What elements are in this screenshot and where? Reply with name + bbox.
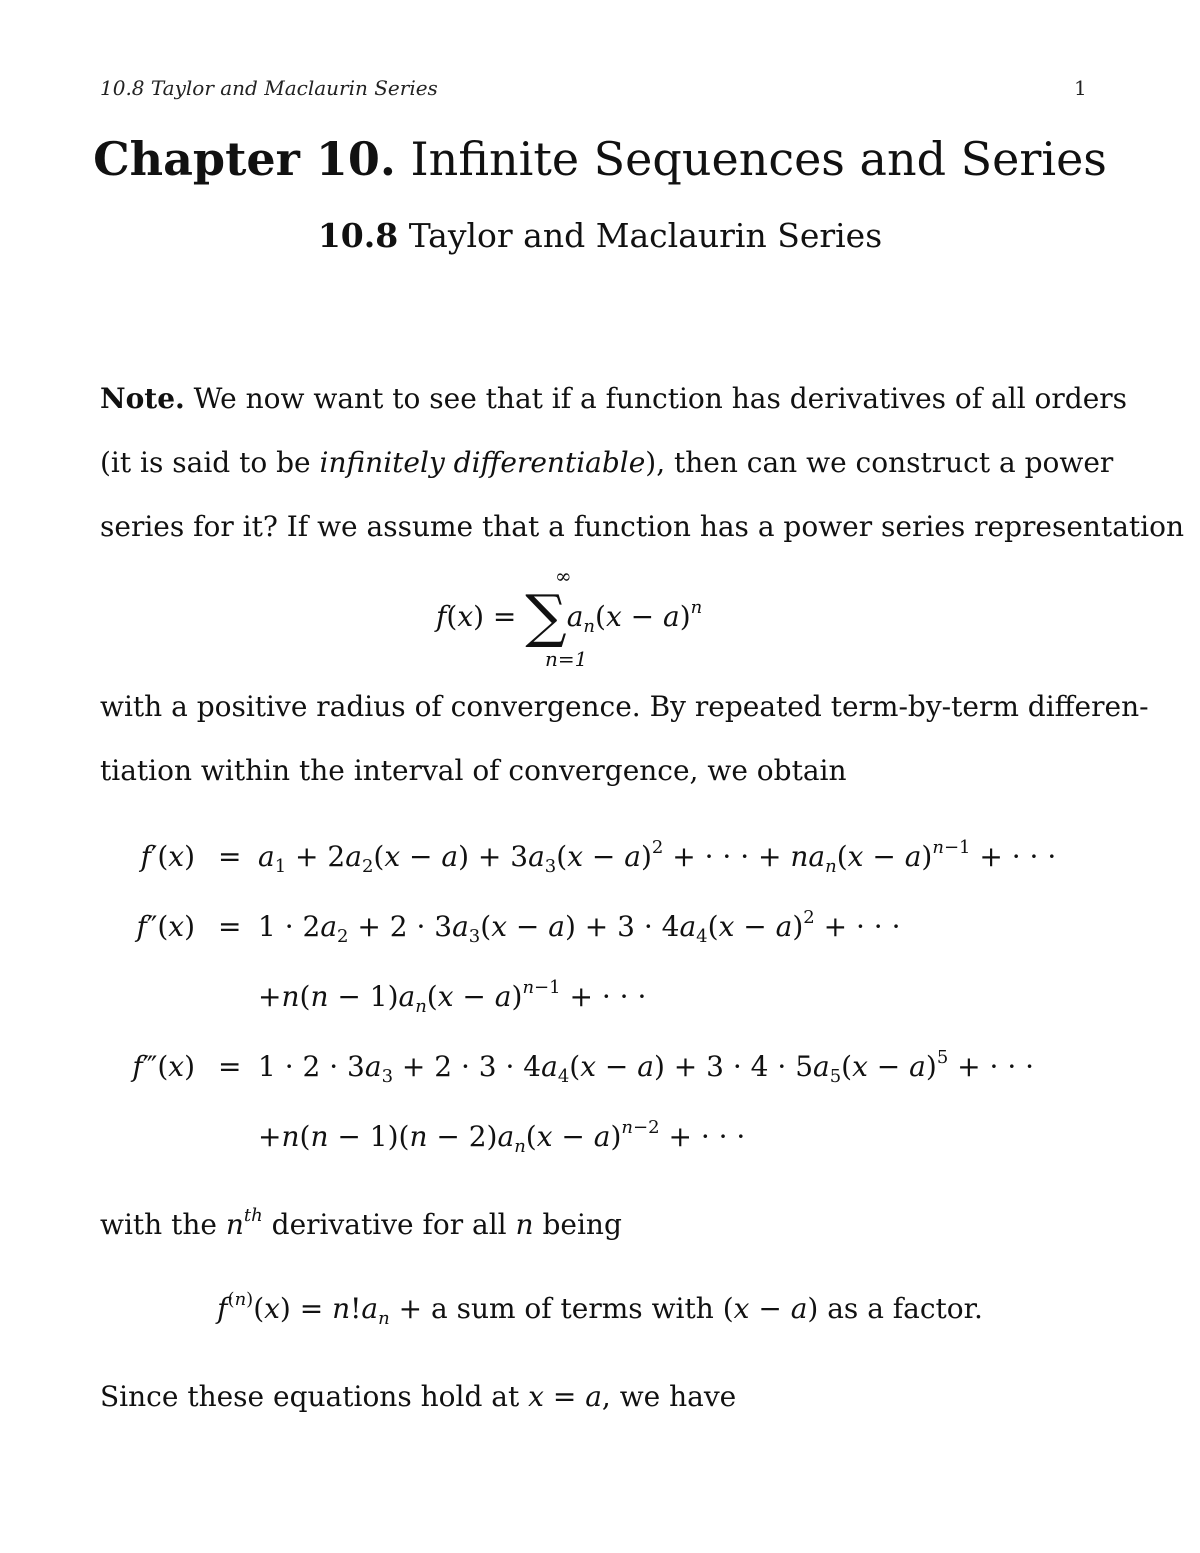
- first-derivative-lhs: f′(x): [140, 840, 195, 873]
- power-series-equation: $f(x) = \sum a_n(x - a)^n$: [436, 582, 703, 650]
- second-derivative-continuation: $+n(n - 1)a_n(x - a)^{n-1}$ + · · ·: [258, 977, 647, 1017]
- note-line-1: [100, 382, 1127, 415]
- text: being: [533, 1208, 622, 1241]
- sum-upper-limit: ∞: [555, 564, 572, 588]
- page-number: 1: [1074, 76, 1087, 100]
- emphasis: infinitely differentiable: [319, 446, 646, 479]
- third-derivative-rhs: $1 \cdot 2 \cdot 3a_3 + 2 \cdot 3 \cdot 4a_4(x - a) + 3 \cdot 4 \cdot 5a_5(x - a)^5$ + · · ·: [258, 1047, 1035, 1087]
- note-line-3: series for it? If we assume that a function has a power series representation: [100, 510, 1184, 543]
- first-derivative-rhs: $a_1 + 2a_2(x - a) + 3a_3(x - a)^2$ + · · · + $na_n(x - a)^{n-1}$ + · · ·: [258, 837, 1057, 877]
- text: a sum of terms with: [430, 1292, 723, 1325]
- chapter-title: [0, 132, 1200, 186]
- sum-lower-limit: n=1: [545, 647, 588, 671]
- nth-derivative-equation: $f^{(n)}(x) = n!a_n + a$ sum of terms with (x − a) as a factor.: [217, 1289, 983, 1329]
- text: Since these equations hold at: [100, 1380, 529, 1413]
- third-derivative-continuation: $+n(n - 1)(n - 2)a_n(x - a)^{n-2}$ + · · ·: [258, 1117, 746, 1157]
- section-label: 10.8: [317, 216, 399, 255]
- text: (it is said to be: [100, 446, 320, 479]
- note-label: Note.: [100, 382, 185, 415]
- note-line-2: [100, 446, 1113, 479]
- note-text: We now want to see that if a function has derivatives of all orders: [193, 382, 1128, 415]
- para2-line-1: with a positive radius of convergence. By repeated term-by-term differen-: [100, 690, 1149, 723]
- equals-sign: =: [218, 1050, 242, 1083]
- chapter-name: Infinite Sequences and Series: [410, 132, 1107, 186]
- text: , we have: [601, 1380, 737, 1413]
- text: with the: [100, 1208, 226, 1241]
- text: derivative for all: [262, 1208, 516, 1241]
- para2-line-2: tiation within the interval of convergence, we obtain: [100, 754, 847, 787]
- chapter-label: Chapter 10.: [93, 132, 396, 186]
- second-derivative-lhs: f″(x): [136, 910, 195, 943]
- section-title: [0, 216, 1200, 255]
- third-derivative-lhs: f‴(x): [132, 1050, 195, 1083]
- para3-line: with the $n^{th}$ derivative for all n being: [100, 1205, 622, 1241]
- second-derivative-rhs: $1 \cdot 2a_2 + 2 \cdot 3a_3(x - a) + 3 \cdot 4a_4(x - a)^2$ + · · ·: [258, 907, 901, 947]
- text: ), then can we construct a power: [645, 446, 1114, 479]
- para4-line: Since these equations hold at x = a, we have: [100, 1380, 737, 1413]
- equals-sign: =: [218, 910, 242, 943]
- text: as a factor.: [818, 1292, 983, 1325]
- equals-sign: =: [218, 840, 242, 873]
- running-header: 10.8 Taylor and Maclaurin Series: [100, 76, 438, 100]
- section-name: Taylor and Maclaurin Series: [408, 216, 883, 255]
